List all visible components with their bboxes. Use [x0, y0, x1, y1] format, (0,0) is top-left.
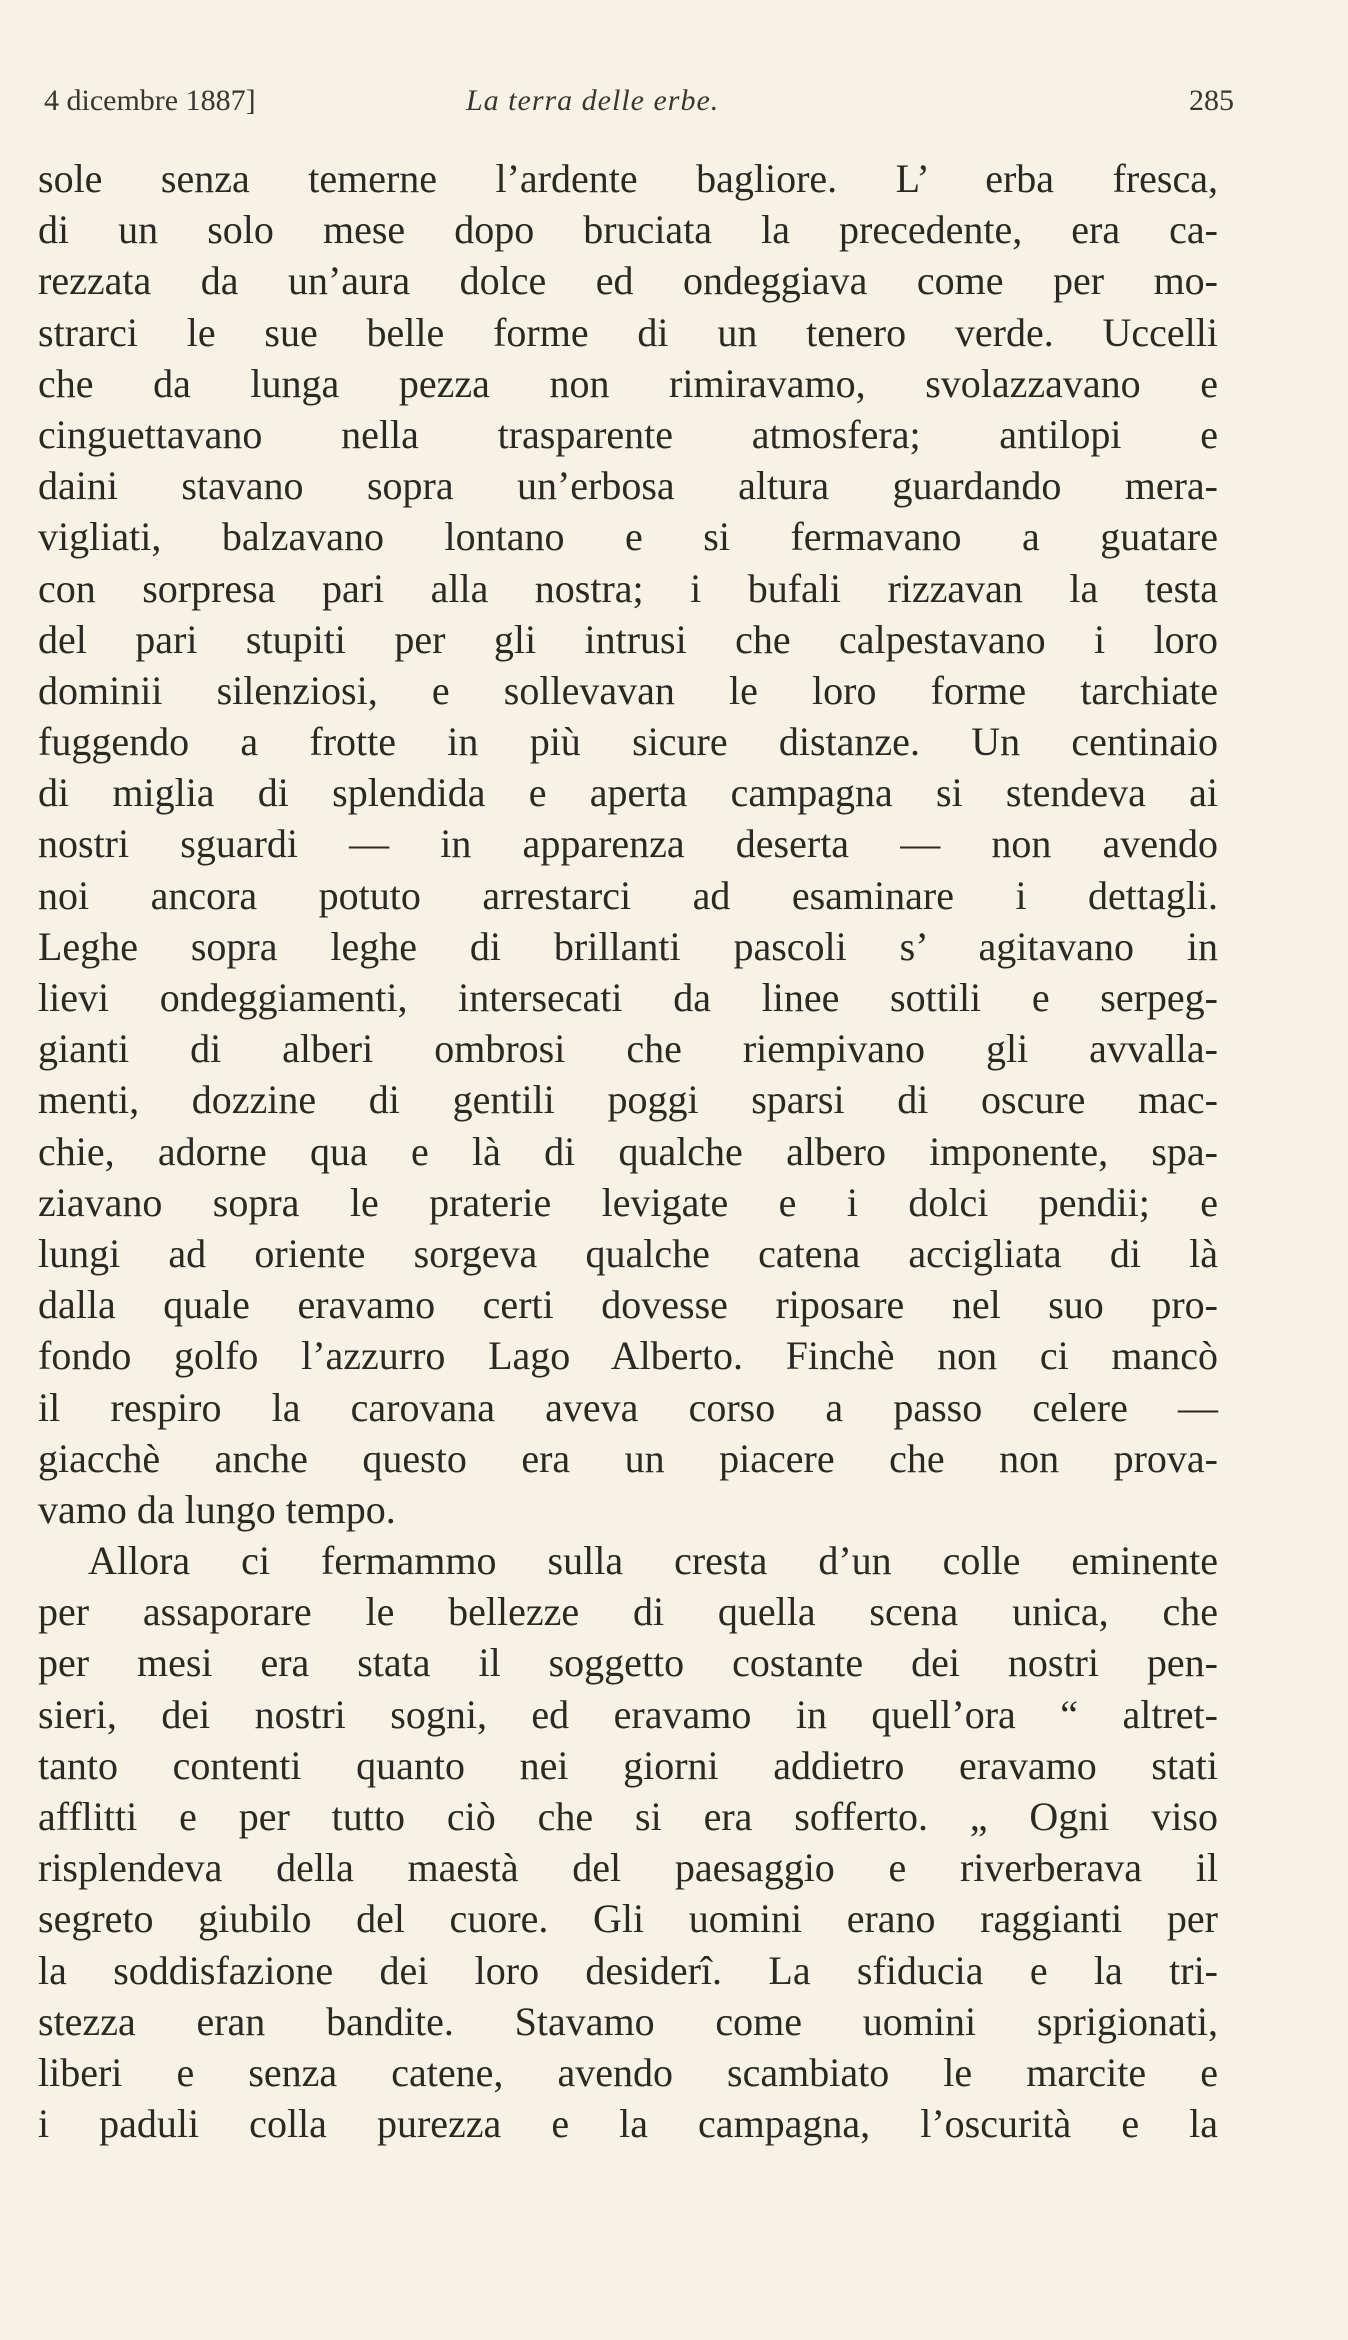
text-line: con sorpresa pari alla nostra; i bufali rizzavan la testa — [38, 565, 1218, 611]
text-line: tanto contenti quanto nei giorni addietro eravamo stati — [38, 1742, 1218, 1788]
text-line: giacchè anche questo era un piacere che non prova- — [38, 1435, 1218, 1481]
text-line: per assaporare le bellezze di quella scena unica, che — [38, 1589, 1218, 1635]
text-line: chie, adorne qua e là di qualche albero imponente, spa- — [38, 1128, 1218, 1174]
text-line: del pari stupiti per gli intrusi che calpestavano i loro — [38, 616, 1218, 662]
text-line: di un solo mese dopo bruciata la precedente, era ca- — [38, 207, 1218, 253]
text-line: dalla quale eravamo certi dovesse riposare nel suo pro- — [38, 1282, 1218, 1328]
text-line: gianti di alberi ombrosi che riempivano gli avvalla- — [38, 1026, 1218, 1072]
text-line: risplendeva della maestà del paesaggio e riverberava il — [38, 1845, 1218, 1891]
text-line: rezzata da un’aura dolce ed ondeggiava come per mo- — [38, 258, 1218, 304]
text-line: per mesi era stata il soggetto costante dei nostri pen- — [38, 1640, 1218, 1686]
text-line: il respiro la carovana aveva corso a passo celere — — [38, 1384, 1218, 1430]
text-line: daini stavano sopra un’erbosa altura guardando mera- — [38, 463, 1218, 509]
text-line: nostri sguardi — in apparenza deserta — non avendo — [38, 821, 1218, 867]
body-text — [38, 153, 1218, 2149]
text-line: ziavano sopra le praterie levigate e i dolci pendii; e — [38, 1179, 1218, 1225]
text-line: strarci le sue belle forme di un tenero verde. Uccelli — [38, 309, 1218, 355]
text-line: di miglia di splendida e aperta campagna si stendeva ai — [38, 770, 1218, 816]
text-line: Leghe sopra leghe di brillanti pascoli s’ agitavano in — [38, 923, 1218, 969]
text-line: cinguettavano nella trasparente atmosfera; antilopi e — [38, 411, 1218, 457]
text-line: sole senza temerne l’ardente bagliore. L’ erba fresca, — [38, 156, 1218, 201]
text-line: dominii silenziosi, e sollevavan le loro forme tarchiate — [38, 667, 1218, 713]
text-line-paragraph-start: Allora ci fermammo sulla cresta d’un colle eminente — [88, 1538, 1218, 1584]
text-line: vamo da lungo tempo. — [38, 1486, 396, 1532]
header-chapter-title: La terra delle erbe. — [466, 84, 720, 117]
text-line: i paduli colla purezza e la campagna, l’oscurità e la — [38, 2101, 1218, 2147]
text-line: fuggendo a frotte in più sicure distanze. Un centinaio — [38, 719, 1218, 765]
text-line: stezza eran bandite. Stavamo come uomini sprigionati, — [38, 1998, 1218, 2044]
text-line: liberi e senza catene, avendo scambiato le marcite e — [38, 2049, 1218, 2095]
text-line: fondo golfo l’azzurro Lago Alberto. Finchè non ci mancò — [38, 1333, 1218, 1379]
text-line: lungi ad oriente sorgeva qualche catena accigliata di là — [38, 1230, 1218, 1276]
text-line: la soddisfazione dei loro desiderî. La sfiducia e la tri- — [38, 1947, 1218, 1993]
header-date: 4 dicembre 1887] — [44, 84, 256, 117]
text-line: segreto giubilo del cuore. Gli uomini erano raggianti per — [38, 1896, 1218, 1942]
text-line: lievi ondeggiamenti, intersecati da linee sottili e serpeg- — [38, 975, 1218, 1020]
text-line: menti, dozzine di gentili poggi sparsi di oscure mac- — [38, 1077, 1218, 1123]
text-line: afflitti e per tutto ciò che si era sofferto. „ Ogni viso — [38, 1794, 1218, 1839]
page-number: 285 — [1189, 84, 1234, 117]
text-line: noi ancora potuto arrestarci ad esaminare i dettagli. — [38, 872, 1218, 918]
running-head — [44, 84, 1234, 134]
text-line: sieri, dei nostri sogni, ed eravamo in quell’ora “ altret- — [38, 1691, 1218, 1737]
text-line: che da lunga pezza non rimiravamo, svolazzavano e — [38, 360, 1218, 406]
text-line: vigliati, balzavano lontano e si fermavano a guatare — [38, 514, 1218, 560]
